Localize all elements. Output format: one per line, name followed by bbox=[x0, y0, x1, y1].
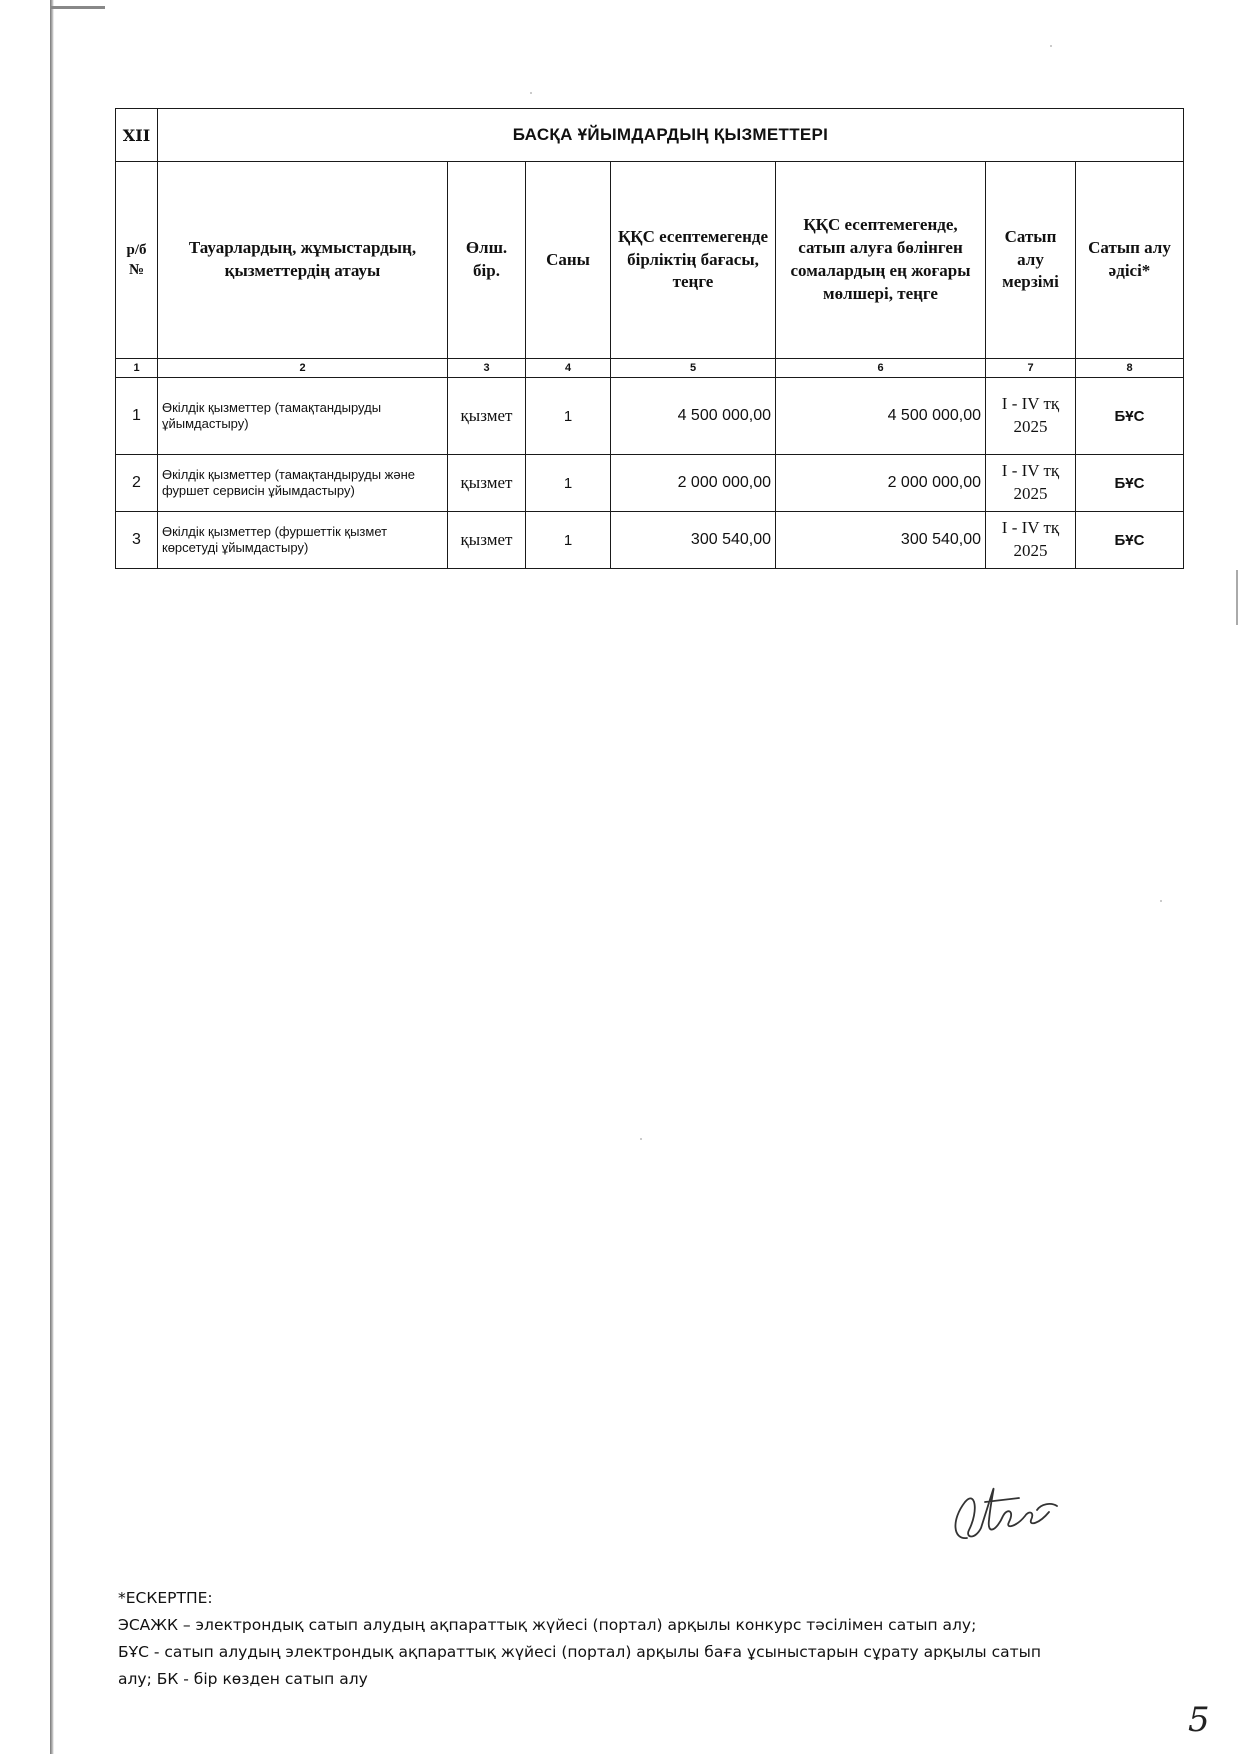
item-term-quarters: I - IV тқ bbox=[1001, 461, 1060, 481]
col-header-term: Сатып алу мерзімі bbox=[986, 162, 1076, 359]
item-method: БҰС bbox=[1076, 378, 1184, 455]
item-term bbox=[986, 378, 1076, 455]
table-row bbox=[116, 378, 1184, 455]
col-number: 2 bbox=[158, 359, 448, 378]
item-term-year: 2025 bbox=[1013, 484, 1048, 503]
section-number: XII bbox=[116, 109, 158, 162]
section-title: БАСҚА ҰЙЫМДАРДЫҢ ҚЫЗМЕТТЕРІ bbox=[158, 109, 1184, 162]
item-qty: 1 bbox=[526, 455, 611, 512]
col-number: 3 bbox=[448, 359, 526, 378]
footnote-line: ЭСАЖК – электрондық сатып алудың ақпараттық жүйесі (портал) арқылы конкурс тәсілімен сатып алу; bbox=[118, 1616, 977, 1634]
item-qty: 1 bbox=[526, 378, 611, 455]
col-number: 5 bbox=[611, 359, 776, 378]
col-number: 1 bbox=[116, 359, 158, 378]
col-number: 4 bbox=[526, 359, 611, 378]
item-term-year: 2025 bbox=[1013, 541, 1048, 560]
table-row bbox=[116, 455, 1184, 512]
item-name: Өкілдік қызметтер (фуршеттік қызмет көрсетуді ұйымдастыру) bbox=[158, 512, 448, 569]
column-number-row bbox=[116, 359, 1184, 378]
item-unit: қызмет bbox=[448, 455, 526, 512]
item-term bbox=[986, 512, 1076, 569]
item-method: БҰС bbox=[1076, 512, 1184, 569]
item-term-quarters: I - IV тқ bbox=[1001, 394, 1060, 414]
item-name: Өкілдік қызметтер (тамақтандыруды ұйымдастыру) bbox=[158, 378, 448, 455]
footnote-line: алу; БК - бір көзден сатып алу bbox=[118, 1670, 368, 1688]
scan-left-edge bbox=[50, 0, 54, 1754]
footnote-heading: *ЕСКЕРТПЕ: bbox=[118, 1589, 213, 1607]
col-header-qty: Саны bbox=[526, 162, 611, 359]
item-method: БҰС bbox=[1076, 455, 1184, 512]
item-qty: 1 bbox=[526, 512, 611, 569]
row-number: 3 bbox=[116, 512, 158, 569]
procurement-table bbox=[115, 108, 1184, 569]
table-row bbox=[116, 512, 1184, 569]
scan-speck bbox=[1160, 900, 1162, 902]
item-unit: қызмет bbox=[448, 512, 526, 569]
scan-speck bbox=[1050, 45, 1052, 47]
col-number: 8 bbox=[1076, 359, 1184, 378]
column-header-row bbox=[116, 162, 1184, 359]
item-total: 2 000 000,00 bbox=[776, 455, 986, 512]
col-header-method: Сатып алу әдісі* bbox=[1076, 162, 1184, 359]
col-header-name: Тауарлардың, жұмыстардың, қызметтердің атауы bbox=[158, 162, 448, 359]
item-term bbox=[986, 455, 1076, 512]
item-total: 300 540,00 bbox=[776, 512, 986, 569]
footnote-line: БҰС - сатып алудың электрондық ақпараттық жүйесі (портал) арқылы баға ұсыныстарын сұрату арқылы сатып bbox=[118, 1643, 1042, 1661]
row-number: 1 bbox=[116, 378, 158, 455]
item-unit-price: 4 500 000,00 bbox=[611, 378, 776, 455]
col-header-total: ҚҚС есептемегенде, сатып алуға бөлінген сомалардың ең жоғары мөлшері, теңге bbox=[776, 162, 986, 359]
item-name: Өкілдік қызметтер (тамақтандыруды және фуршет сервисін ұйымдастыру) bbox=[158, 455, 448, 512]
col-header-unit-price: ҚҚС есептемегенде бірліктің бағасы, теңге bbox=[611, 162, 776, 359]
item-term-quarters: I - IV тқ bbox=[1001, 518, 1060, 538]
col-header-number: р/б № bbox=[116, 162, 158, 359]
item-unit-price: 2 000 000,00 bbox=[611, 455, 776, 512]
item-total: 4 500 000,00 bbox=[776, 378, 986, 455]
col-number: 6 bbox=[776, 359, 986, 378]
col-number: 7 bbox=[986, 359, 1076, 378]
col-header-unit: Өлш. бір. bbox=[448, 162, 526, 359]
item-unit-price: 300 540,00 bbox=[611, 512, 776, 569]
item-unit: қызмет bbox=[448, 378, 526, 455]
section-header-row bbox=[116, 109, 1184, 162]
scan-speck bbox=[640, 1138, 642, 1140]
scan-right-mark bbox=[1236, 570, 1238, 625]
row-number: 2 bbox=[116, 455, 158, 512]
scan-speck bbox=[530, 92, 532, 94]
item-term-year: 2025 bbox=[1013, 417, 1048, 436]
scan-top-mark bbox=[50, 6, 105, 9]
footnote bbox=[118, 1585, 1118, 1693]
signature bbox=[945, 1480, 1065, 1550]
page-number: 5 bbox=[1188, 1700, 1210, 1740]
